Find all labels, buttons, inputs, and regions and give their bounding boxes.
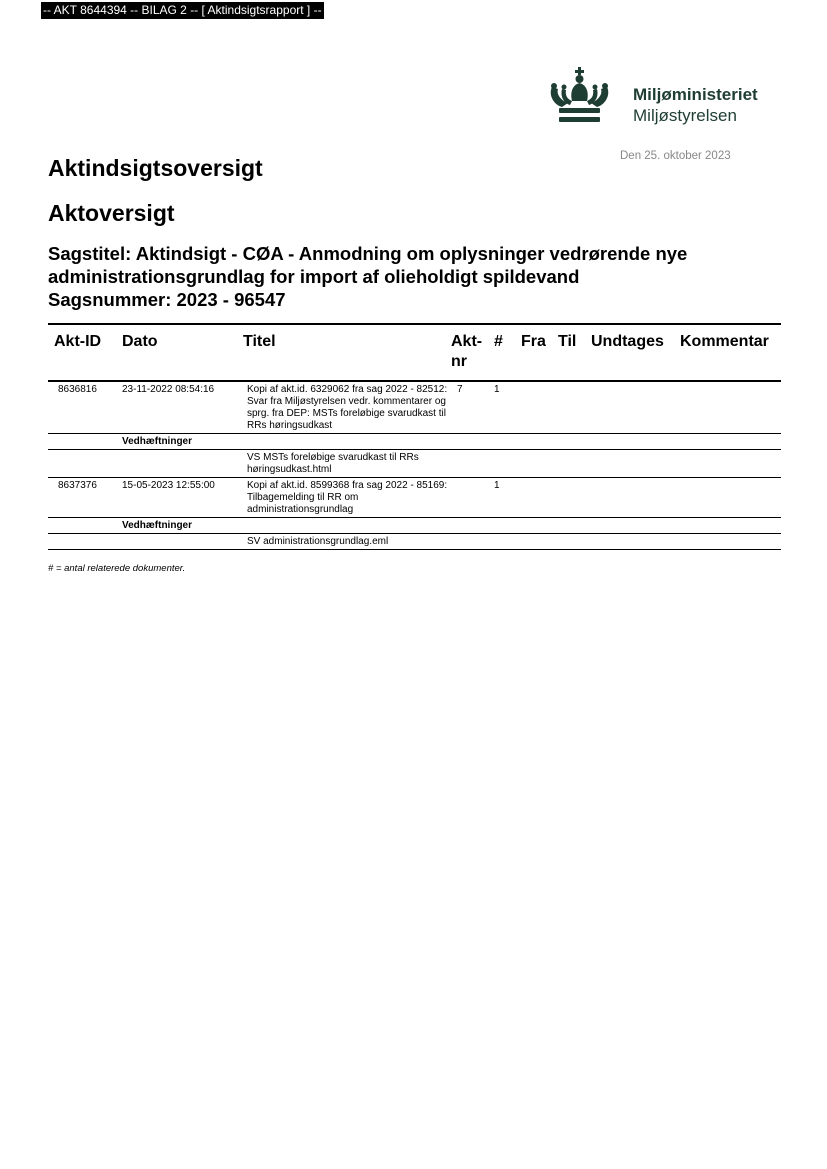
table-row	[48, 381, 781, 434]
cell-undtages	[591, 381, 680, 434]
attachments-header-row	[48, 518, 781, 534]
case-title-line-1: Sagstitel: Aktindsigt - CØA - Anmodning om oplysninger vedrørende nye	[48, 243, 688, 264]
cell-kommentar	[680, 478, 781, 518]
attachment-row	[48, 450, 781, 478]
document-banner: -- AKT 8644394 -- BILAG 2 -- [ Aktindsigtsrapport ] --	[43, 3, 322, 17]
attachments-label: Vedhæftninger	[118, 518, 781, 534]
cell-akt-nr	[451, 478, 494, 518]
footnote: # = antal relaterede dokumenter.	[48, 563, 186, 574]
attachments-header-row	[48, 434, 781, 450]
table-row	[48, 478, 781, 518]
header-undtages: Undtages	[591, 324, 680, 381]
section-title: Aktoversigt	[48, 200, 175, 226]
header-titel: Titel	[243, 324, 451, 381]
acts-table	[48, 323, 781, 550]
crown-icon	[548, 67, 614, 127]
attachment-name: VS MSTs foreløbige svarudkast til RRs høringsudkast.html	[243, 450, 451, 478]
attachment-name: SV administrationsgrundlag.eml	[243, 534, 451, 550]
case-header	[48, 242, 788, 311]
header-kommentar: Kommentar	[680, 324, 781, 381]
table-header-row	[48, 324, 781, 381]
header-count: #	[494, 324, 521, 381]
cell-fra	[521, 478, 558, 518]
ministry-name-block	[633, 85, 758, 127]
cell-til	[558, 478, 591, 518]
cell-titel: Kopi af akt.id. 8599368 fra sag 2022 - 85169: Tilbagemelding til RR om administrationsgrundlag	[243, 478, 451, 518]
header-akt-id: Akt-ID	[48, 324, 118, 381]
case-number: Sagsnummer: 2023 - 96547	[48, 289, 286, 310]
header-fra: Fra	[521, 324, 558, 381]
case-title-line-2: administrationsgrundlag for import af olieholdigt spildevand	[48, 266, 580, 287]
cell-count: 1	[494, 478, 521, 518]
cell-akt-nr: 7	[451, 381, 494, 434]
cell-undtages	[591, 478, 680, 518]
cell-akt-id: 8637376	[48, 478, 118, 518]
page-title: Aktindsigtsoversigt	[48, 155, 263, 181]
agency-name: Miljøstyrelsen	[633, 106, 737, 125]
attachments-label: Vedhæftninger	[118, 434, 781, 450]
cell-dato: 23-11-2022 08:54:16	[118, 381, 243, 434]
cell-count: 1	[494, 381, 521, 434]
cell-til	[558, 381, 591, 434]
header-dato: Dato	[118, 324, 243, 381]
attachment-row	[48, 534, 781, 550]
header-til: Til	[558, 324, 591, 381]
cell-akt-id: 8636816	[48, 381, 118, 434]
cell-dato: 15-05-2023 12:55:00	[118, 478, 243, 518]
header-akt-nr: Akt-nr	[451, 324, 494, 381]
cell-titel: Kopi af akt.id. 6329062 fra sag 2022 - 82512: Svar fra Miljøstyrelsen vedr. kommentarer og sprg. fra DEP: MSTs foreløbige svarudkast til RRs høringsudkast	[243, 381, 451, 434]
cell-fra	[521, 381, 558, 434]
ministry-name: Miljøministeriet	[633, 85, 758, 104]
ministry-logo	[548, 67, 788, 129]
document-date: Den 25. oktober 2023	[620, 150, 731, 162]
cell-kommentar	[680, 381, 781, 434]
